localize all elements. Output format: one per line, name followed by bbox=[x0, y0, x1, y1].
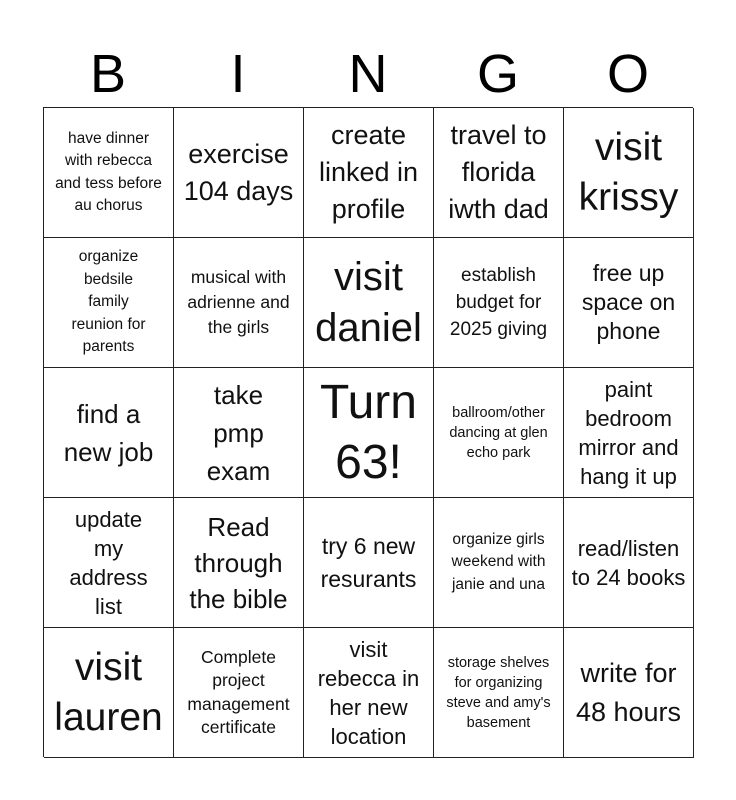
cell-text: visit daniel bbox=[315, 254, 422, 350]
cell-text: travel to florida iwth dad bbox=[448, 120, 549, 224]
cell-text: visit krissy bbox=[578, 125, 679, 219]
bingo-cell-r3-c5[interactable] bbox=[564, 368, 694, 498]
bingo-cell-r3-c4[interactable] bbox=[434, 368, 564, 498]
bingo-grid bbox=[43, 107, 693, 757]
cell-text: create linked in profile bbox=[318, 120, 419, 224]
cell-text: musical with adrienne and the girls bbox=[187, 267, 290, 337]
bingo-cell-r2-c5[interactable] bbox=[564, 238, 694, 368]
cell-text: try 6 new resurants bbox=[320, 532, 417, 592]
bingo-cell-r4-c3[interactable] bbox=[304, 498, 434, 628]
bingo-cell-r2-c1[interactable] bbox=[44, 238, 174, 368]
cell-text: Turn 63! bbox=[320, 375, 417, 489]
cell-text: update my address list bbox=[69, 506, 148, 619]
cell-text: have dinner with rebecca and tess before au chorus bbox=[55, 129, 162, 214]
bingo-cell-r2-c2[interactable] bbox=[174, 238, 304, 368]
bingo-cell-r3-c3[interactable] bbox=[304, 368, 434, 498]
cell-text: Read through the bible bbox=[189, 511, 288, 614]
cell-text: paint bedroom mirror and hang it up bbox=[578, 376, 679, 489]
bingo-cell-r3-c1[interactable] bbox=[44, 368, 174, 498]
cell-text: organize bedsile family reunion for parents bbox=[71, 248, 146, 356]
bingo-cell-r4-c4[interactable] bbox=[434, 498, 564, 628]
cell-text: free up space on phone bbox=[581, 260, 676, 344]
bingo-cell-r1-c1[interactable] bbox=[44, 108, 174, 238]
bingo-cell-r2-c3[interactable] bbox=[304, 238, 434, 368]
cell-text: find a new job bbox=[63, 398, 154, 467]
header-letter-n: N bbox=[348, 44, 388, 104]
bingo-cell-r1-c3[interactable] bbox=[304, 108, 434, 238]
bingo-cell-r5-c4[interactable] bbox=[434, 628, 564, 758]
bingo-cell-r1-c4[interactable] bbox=[434, 108, 564, 238]
bingo-cell-r2-c4[interactable] bbox=[434, 238, 564, 368]
bingo-cell-r1-c2[interactable] bbox=[174, 108, 304, 238]
cell-text: visit lauren bbox=[54, 645, 163, 739]
bingo-cell-r5-c2[interactable] bbox=[174, 628, 304, 758]
header-letter-i: I bbox=[230, 44, 246, 104]
cell-text: visit rebecca in her new location bbox=[317, 636, 420, 749]
bingo-header bbox=[43, 42, 693, 106]
cell-text: take pmp exam bbox=[206, 379, 271, 486]
cell-text: exercise 104 days bbox=[183, 138, 294, 206]
cell-text: ballroom/other dancing at glen echo park bbox=[449, 404, 548, 461]
bingo-cell-r1-c5[interactable] bbox=[564, 108, 694, 238]
bingo-cell-r5-c3[interactable] bbox=[304, 628, 434, 758]
bingo-cell-r5-c5[interactable] bbox=[564, 628, 694, 758]
header-letter-g: G bbox=[476, 44, 519, 104]
cell-text: establish budget for 2025 giving bbox=[449, 265, 548, 340]
cell-text: read/listen to 24 books bbox=[571, 535, 686, 590]
header-letter-o: O bbox=[606, 44, 649, 104]
cell-text: Complete project management certificate bbox=[187, 646, 290, 737]
bingo-cell-r4-c5[interactable] bbox=[564, 498, 694, 628]
bingo-cell-r4-c1[interactable] bbox=[44, 498, 174, 628]
cell-text: write for 48 hours bbox=[575, 657, 682, 727]
bingo-cell-r3-c2[interactable] bbox=[174, 368, 304, 498]
cell-text: organize girls weekend with janie and una bbox=[451, 530, 546, 593]
header-letter-b: B bbox=[89, 44, 127, 104]
bingo-cell-r5-c1[interactable] bbox=[44, 628, 174, 758]
bingo-cell-r4-c2[interactable] bbox=[174, 498, 304, 628]
cell-text: storage shelves for organizing steve and amy's basement bbox=[446, 654, 551, 731]
